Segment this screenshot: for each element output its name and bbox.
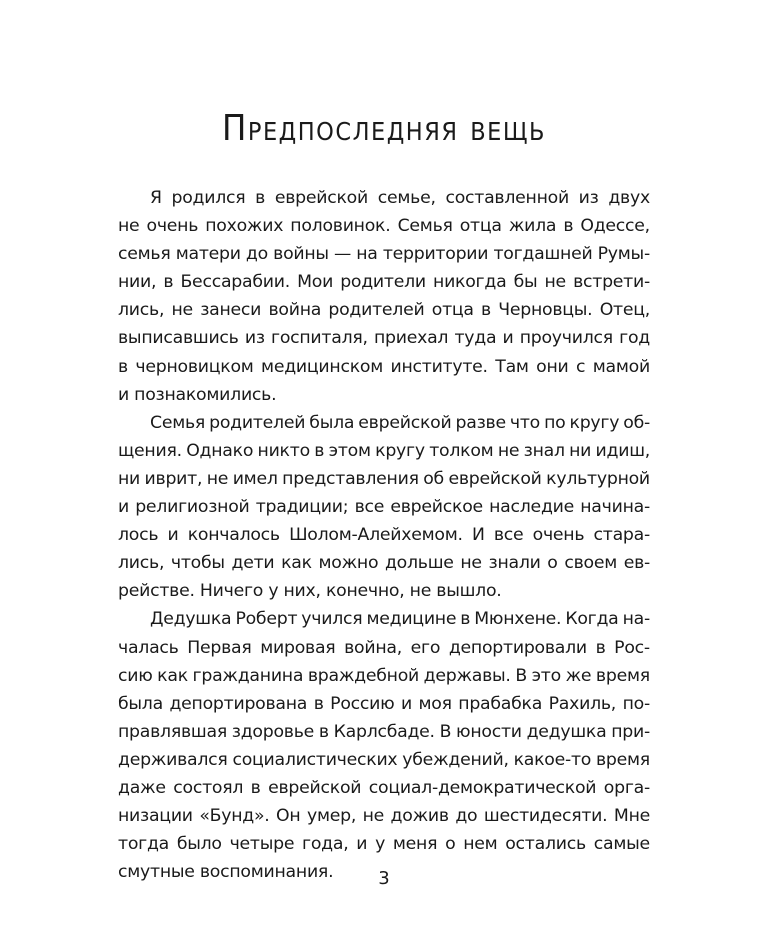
paragraph-line: рействе. Ничего у них, конечно, не вышло.	[118, 581, 502, 602]
chapter-title: Предпоследняя вещь	[222, 108, 546, 149]
paragraph-line: не очень похожих половинок. Семья отца жила в Одессе,	[118, 216, 650, 237]
paragraph-line: чалась Первая мировая война, его депортировали в Рос-	[118, 637, 650, 658]
paragraph-line: даже состоял в еврейской социал-демократической орга-	[118, 777, 650, 798]
paragraph-line: Дедушка Роберт учился медицине в Мюнхене. Когда на-	[150, 609, 650, 630]
paragraph-line: и религиозной традиции; все еврейское наследие начина-	[118, 497, 650, 518]
paragraph-line: и познакомились.	[118, 384, 277, 405]
page-number: 3	[378, 868, 390, 889]
paragraph-line: в черновицком медицинском институте. Там они с мамой	[118, 356, 650, 377]
paragraph-line: нии, в Бессарабии. Мои родители никогда бы не встрети-	[118, 272, 650, 293]
paragraph-line: семья матери до войны — на территории тогдашней Румы-	[118, 244, 650, 265]
paragraph-line: смутные воспоминания.	[118, 862, 334, 883]
paragraph-line: лись, чтобы дети как можно дольше не знали о своем ев-	[118, 553, 650, 574]
paragraph-line: была депортирована в Россию и моя прабабка Рахиль, по-	[118, 693, 650, 714]
paragraph-line: щения. Однако никто в этом кругу толком не знал ни идиш,	[118, 440, 650, 461]
paragraph-line: сию как гражданина враждебной державы. В это же время	[118, 665, 650, 686]
paragraph-line: лись, не занеси война родителей отца в Черновцы. Отец,	[118, 300, 650, 321]
chapter-body	[118, 184, 650, 886]
paragraph-line: тогда было четыре года, и у меня о нем остались самые	[118, 834, 650, 855]
paragraph-line: выписавшись из госпиталя, приехал туда и проучился год	[118, 328, 650, 349]
paragraph-line: ни иврит, не имел представления об еврейской культурной	[118, 468, 650, 489]
paragraph-line: низации «Бунд». Он умер, не дожив до шестидесяти. Мне	[118, 806, 650, 827]
paragraph-line: правлявшая здоровье в Карлсбаде. В юности дедушка при-	[118, 721, 650, 742]
paragraph-line: Я родился в еврейской семье, составленной из двух	[150, 188, 650, 208]
paragraph-line: лось и кончалось Шолом-Алейхемом. И все очень стара-	[118, 525, 650, 546]
paragraph-line: держивался социалистических убеждений, какое-то время	[118, 749, 650, 770]
paragraph-line: Семья родителей была еврейской разве что по кругу об-	[150, 412, 650, 433]
